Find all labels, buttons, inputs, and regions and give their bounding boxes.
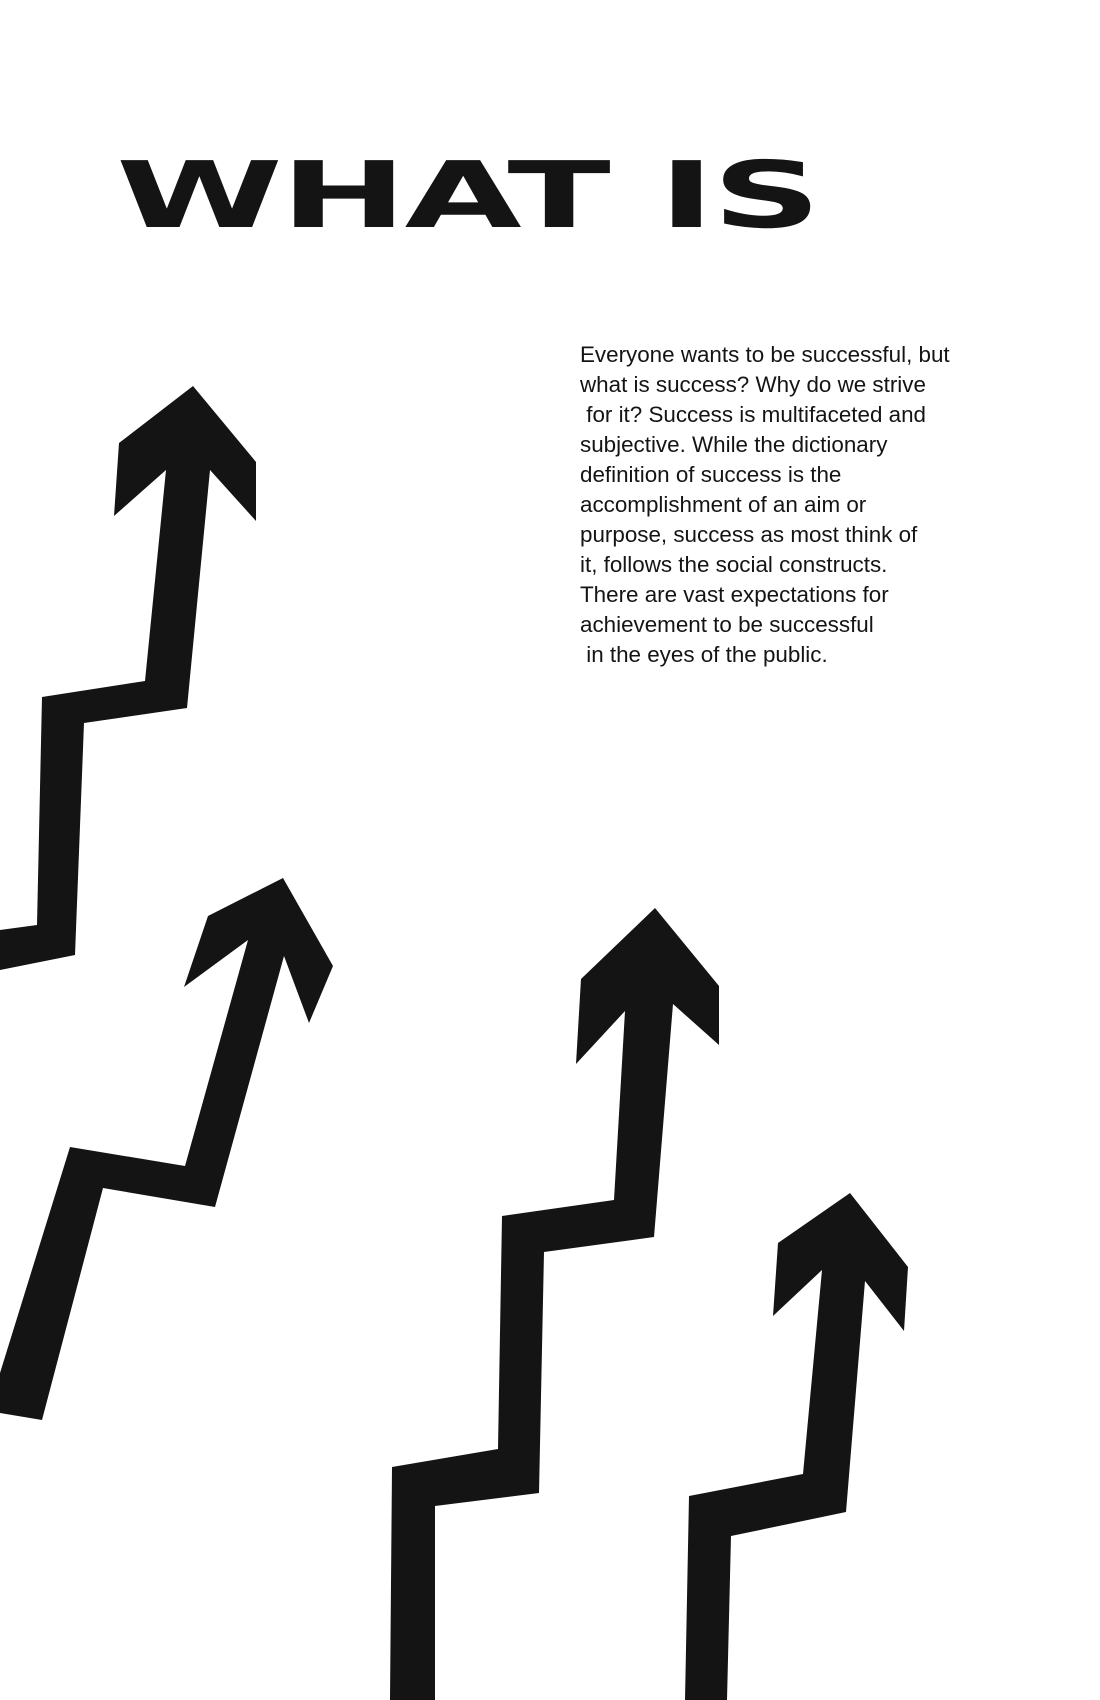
body-line: in the eyes of the public.	[580, 642, 828, 667]
body-line: for it? Success is multifaceted and	[580, 402, 926, 427]
body-line: subjective. While the dictionary	[580, 432, 888, 457]
body-line: it, follows the social constructs.	[580, 552, 888, 577]
body-line: what is success? Why do we strive	[580, 372, 926, 397]
body-line: achievement to be successful	[580, 612, 874, 637]
up-arrow-1-icon	[0, 386, 256, 970]
body-line: Everyone wants to be successful, but	[580, 342, 950, 367]
up-arrow-4-icon	[685, 1193, 908, 1700]
body-line: There are vast expectations for	[580, 582, 889, 607]
body-paragraph	[580, 340, 1020, 670]
body-line: definition of success is the	[580, 462, 842, 487]
body-line: purpose, success as most think of	[580, 522, 918, 547]
page-title: WHAT IS	[116, 142, 819, 250]
body-line: accomplishment of an aim or	[580, 492, 867, 517]
up-arrow-3-icon	[390, 908, 719, 1700]
